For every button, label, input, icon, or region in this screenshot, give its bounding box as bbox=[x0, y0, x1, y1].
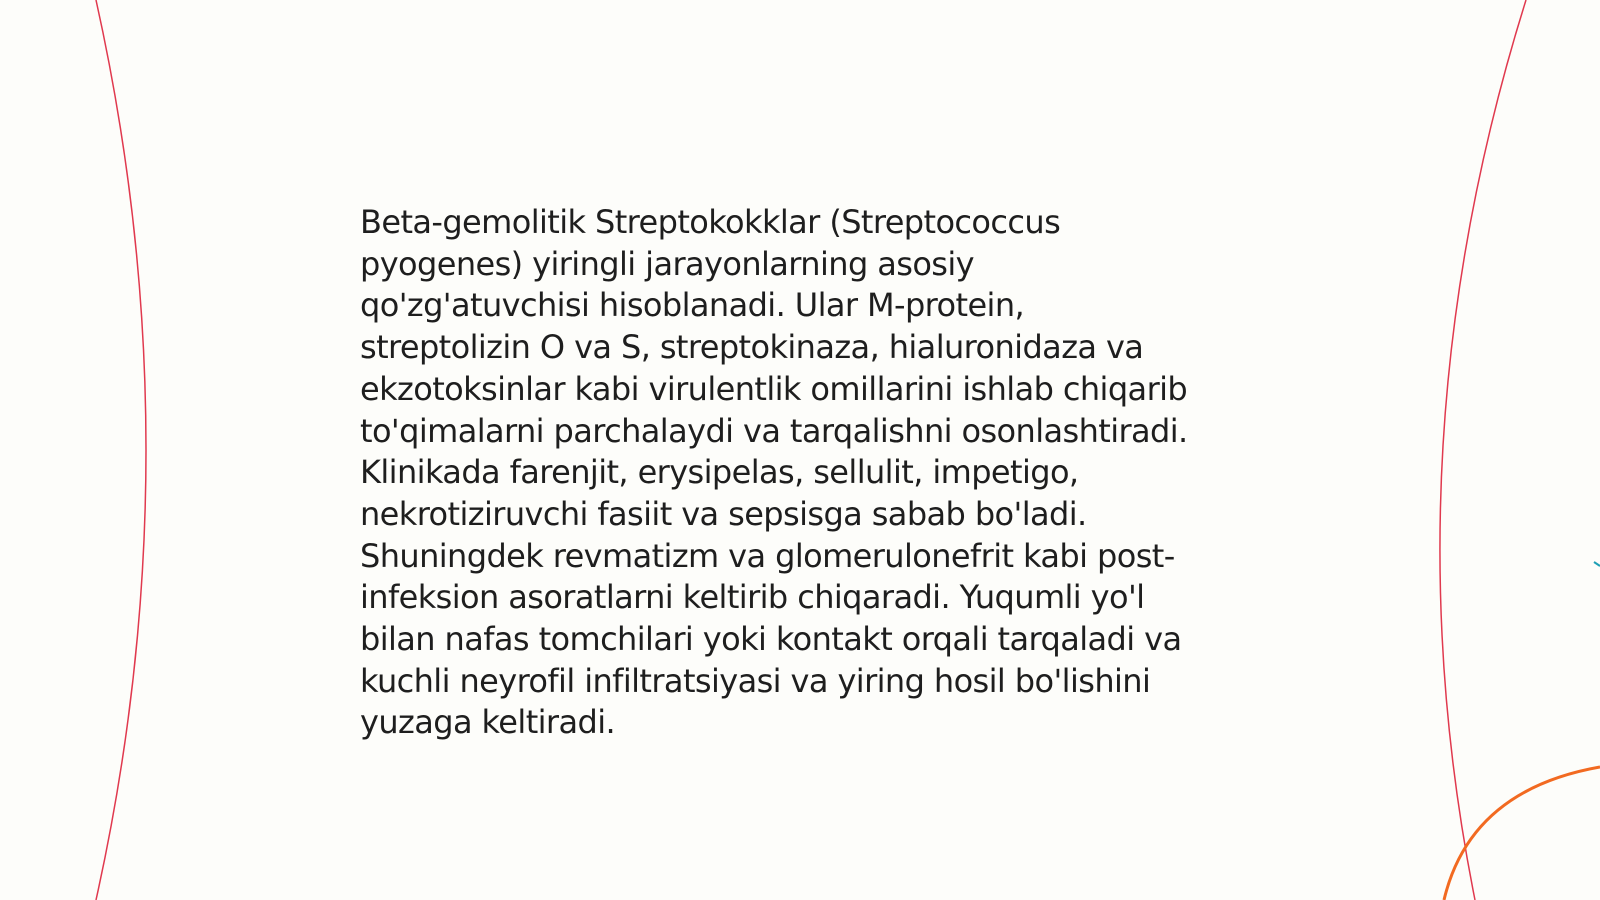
body-line: to'qimalarni parchalaydi va tarqalishni osonlashtiradi. bbox=[360, 411, 1188, 450]
body-line: infeksion asoratlarni keltirib chiqaradi. Yuqumli yo'l bbox=[360, 578, 1145, 617]
body-line: Klinikada farenjit, erysipelas, sellulit, impetigo, bbox=[360, 453, 1079, 492]
body-line: qo'zg'atuvchisi hisoblanadi. Ular M-protein, bbox=[360, 286, 1025, 325]
body-line: pyogenes) yiringli jarayonlarning asosiy bbox=[360, 244, 975, 283]
body-line: Shuningdek revmatizm va glomerulonefrit kabi post- bbox=[360, 536, 1175, 575]
left-arc-line bbox=[96, 0, 146, 900]
body-line: streptolizin O va S, streptokinaza, hialuronidaza va bbox=[360, 328, 1144, 367]
teal-tick-mark bbox=[1594, 562, 1600, 566]
right-arc-line bbox=[1440, 0, 1526, 900]
body-paragraph bbox=[360, 202, 1260, 744]
body-line: ekzotoksinlar kabi virulentlik omillarini ishlab chiqarib bbox=[360, 369, 1188, 408]
body-line: yuzaga keltiradi. bbox=[360, 703, 616, 742]
orange-circle-arc bbox=[1444, 767, 1600, 900]
body-line: kuchli neyrofil infiltratsiyasi va yiring hosil bo'lishini bbox=[360, 661, 1151, 700]
body-line: Beta-gemolitik Streptokokklar (Streptococcus bbox=[360, 203, 1061, 241]
body-line: nekrotiziruvchi fasiit va sepsisga sabab bo'ladi. bbox=[360, 494, 1087, 533]
body-line: bilan nafas tomchilari yoki kontakt orqali tarqaladi va bbox=[360, 620, 1182, 659]
